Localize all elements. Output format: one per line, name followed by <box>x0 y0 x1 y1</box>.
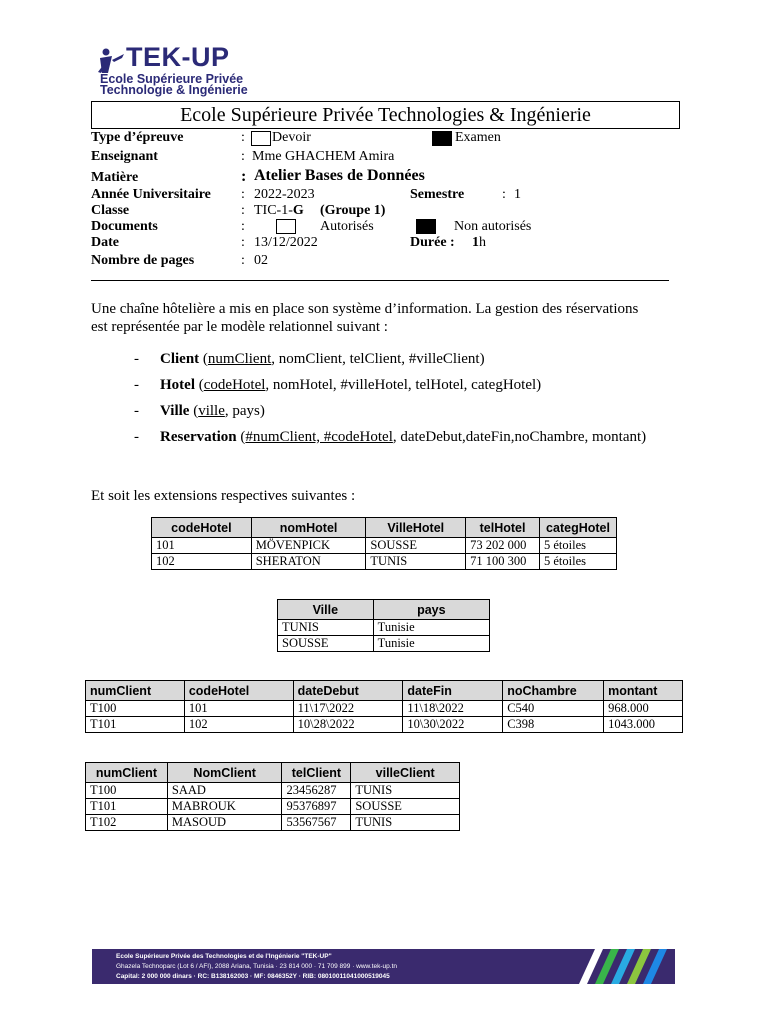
column-header: codeHotel <box>184 681 293 701</box>
class-value-a: TIC-1- <box>254 203 293 218</box>
relation-ville <box>134 402 265 420</box>
table-row <box>86 815 460 831</box>
table-cell: SOUSSE <box>351 799 460 815</box>
relation-name: Ville <box>160 403 190 419</box>
subject-value: Atelier Bases de Données <box>254 167 425 184</box>
client-table <box>85 762 460 831</box>
colon: : <box>241 149 245 164</box>
duration-unit: h <box>479 235 486 250</box>
table-cell: T100 <box>86 701 185 717</box>
examen-checkbox <box>432 131 452 146</box>
attributes: , dateDebut,dateFin,noChambre, montant) <box>392 429 647 445</box>
intro-line-1: Une chaîne hôtelière a mis en place son système d’information. La gestion des réservations <box>91 301 639 317</box>
hotel-table <box>151 517 617 570</box>
table-cell: MÖVENPICK <box>251 538 366 554</box>
column-header: montant <box>604 681 683 701</box>
table-cell: 101 <box>152 538 252 554</box>
relation-reservation <box>134 428 646 446</box>
reservation-table <box>85 680 683 733</box>
table-cell: 1043.000 <box>604 717 683 733</box>
footer-band <box>92 949 675 984</box>
table-row <box>86 717 683 733</box>
paren: ( <box>199 351 208 367</box>
table-cell: Tunisie <box>373 636 489 652</box>
paren: ( <box>189 403 199 419</box>
pages-label: Nombre de pages <box>91 253 195 268</box>
table-cell: TUNIS <box>351 783 460 799</box>
dash: - <box>134 403 139 419</box>
paren: ( <box>195 377 204 393</box>
relation-client <box>134 350 485 368</box>
table-cell: 73 202 000 <box>466 538 540 554</box>
table-cell: 102 <box>152 554 252 570</box>
table-cell: T102 <box>86 815 168 831</box>
subject-label: Matière <box>91 170 139 185</box>
table-cell: 968.000 <box>604 701 683 717</box>
docs-allowed-checkbox <box>276 219 296 234</box>
docs-allowed: Autorisés <box>320 219 374 234</box>
column-header: telClient <box>282 763 351 783</box>
table-cell: 10\28\2022 <box>293 717 403 733</box>
type-devoir: Devoir <box>272 130 311 145</box>
logo-line-1: Ecole Supérieure Privée <box>100 72 244 86</box>
extensions-intro: Et soit les extensions respectives suivantes : <box>91 488 356 504</box>
table-cell: 53567567 <box>282 815 351 831</box>
table-row <box>278 620 490 636</box>
dash: - <box>134 351 139 367</box>
primary-key: codeHotel <box>203 377 266 393</box>
table-row <box>152 538 617 554</box>
column-header: nomHotel <box>251 518 366 538</box>
logo-brand: TEK-UP <box>126 42 230 72</box>
docs-label: Documents <box>91 219 158 234</box>
column-header: Ville <box>278 600 374 620</box>
teacher-label: Enseignant <box>91 149 158 164</box>
primary-key: ville <box>198 403 225 419</box>
table-cell: 95376897 <box>282 799 351 815</box>
footer-line-3: Capital: 2 000 000 dinars · RC: B138162003 · MF: 0846352Y · RIB: 08010011041000519045 <box>116 973 390 980</box>
column-header: codeHotel <box>152 518 252 538</box>
devoir-checkbox <box>251 131 271 146</box>
class-group: (Groupe 1) <box>320 203 386 218</box>
colon: : <box>241 168 247 185</box>
dash: - <box>134 377 139 393</box>
table-cell: T101 <box>86 717 185 733</box>
column-header: numClient <box>86 681 185 701</box>
table-cell: C398 <box>503 717 604 733</box>
colon: : <box>241 219 245 234</box>
duration-number: 1 <box>472 235 479 250</box>
relation-name: Hotel <box>160 377 195 393</box>
table-cell: SHERATON <box>251 554 366 570</box>
table-cell: MABROUK <box>167 799 282 815</box>
relation-name: Reservation <box>160 429 237 445</box>
docs-not-allowed-checkbox <box>416 219 436 234</box>
relation-hotel <box>134 376 541 394</box>
column-header: VilleHotel <box>366 518 466 538</box>
tekup-logo <box>96 44 296 100</box>
table-cell: 5 étoiles <box>540 538 617 554</box>
teacher-value: Mme GHACHEM Amira <box>252 149 395 164</box>
table-row <box>86 799 460 815</box>
table-cell: TUNIS <box>278 620 374 636</box>
table-cell: 101 <box>184 701 293 717</box>
column-header: noChambre <box>503 681 604 701</box>
school-title: Ecole Supérieure Privée Technologies & Ingénierie <box>91 101 680 129</box>
table-header-row <box>278 600 490 620</box>
primary-key: #numClient, #codeHotel <box>245 429 393 445</box>
table-cell: 5 étoiles <box>540 554 617 570</box>
year-label: Année Universitaire <box>91 187 211 202</box>
attributes: , pays) <box>224 403 265 419</box>
table-cell: MASOUD <box>167 815 282 831</box>
table-cell: T100 <box>86 783 168 799</box>
table-cell: 102 <box>184 717 293 733</box>
primary-key: numClient <box>207 351 272 367</box>
column-header: villeClient <box>351 763 460 783</box>
table-row <box>152 554 617 570</box>
docs-not-allowed: Non autorisés <box>454 219 532 234</box>
type-label: Type d’épreuve <box>91 130 184 145</box>
column-header: pays <box>373 600 489 620</box>
colon: : <box>241 187 245 202</box>
footer-stripes-icon <box>565 949 675 984</box>
table-cell: 71 100 300 <box>466 554 540 570</box>
table-cell: TUNIS <box>351 815 460 831</box>
paren: ( <box>236 429 246 445</box>
table-cell: C540 <box>503 701 604 717</box>
table-cell: Tunisie <box>373 620 489 636</box>
colon: : <box>241 253 245 268</box>
dash: - <box>134 429 139 445</box>
table-row <box>278 636 490 652</box>
table-row <box>86 701 683 717</box>
colon: : <box>241 203 245 218</box>
table-cell: SOUSSE <box>366 538 466 554</box>
date-value: 13/12/2022 <box>254 235 318 250</box>
logo-line-2: Technologie & Ingénierie <box>100 83 248 97</box>
class-value <box>254 203 304 219</box>
type-examen: Examen <box>455 130 501 145</box>
column-header: NomClient <box>167 763 282 783</box>
table-cell: SOUSSE <box>278 636 374 652</box>
table-cell: 11\18\2022 <box>403 701 503 717</box>
footer-line-1: Ecole Supérieure Privée des Technologies et de l'Ingénierie "TEK-UP" <box>116 953 332 960</box>
attributes: , nomClient, telClient, #villeClient) <box>271 351 485 367</box>
table-header-row <box>152 518 617 538</box>
semester-label: Semestre <box>410 187 465 202</box>
intro-line-2: est représentée par le modèle relationnel suivant : <box>91 319 388 335</box>
table-header-row <box>86 681 683 701</box>
header-separator <box>91 280 669 281</box>
table-cell: 10\30\2022 <box>403 717 503 733</box>
colon: : <box>241 130 245 145</box>
duration-label: Durée : <box>410 235 455 250</box>
table-cell: TUNIS <box>366 554 466 570</box>
duration-value <box>472 235 486 251</box>
class-label: Classe <box>91 203 130 218</box>
table-row <box>86 783 460 799</box>
table-cell: SAAD <box>167 783 282 799</box>
column-header: numClient <box>86 763 168 783</box>
column-header: dateDebut <box>293 681 403 701</box>
pages-value: 02 <box>254 253 268 268</box>
table-cell: 11\17\2022 <box>293 701 403 717</box>
date-label: Date <box>91 235 119 250</box>
attributes: , nomHotel, #villeHotel, telHotel, categHotel) <box>265 377 542 393</box>
column-header: dateFin <box>403 681 503 701</box>
colon: : <box>241 235 245 250</box>
ville-table <box>277 599 490 652</box>
column-header: telHotel <box>466 518 540 538</box>
table-cell: T101 <box>86 799 168 815</box>
class-value-b: G <box>292 203 304 218</box>
relation-name: Client <box>160 351 200 367</box>
year-value: 2022-2023 <box>254 187 315 202</box>
semester-value: 1 <box>514 187 521 202</box>
column-header: categHotel <box>540 518 617 538</box>
footer-line-2: Ghazela Technoparc (Lot 6 / AFI), 2088 Ariana, Tunisia · 23 814 000 · 71 709 899 · www.tek-up.tn <box>116 963 397 970</box>
table-header-row <box>86 763 460 783</box>
table-cell: 23456287 <box>282 783 351 799</box>
colon: : <box>502 187 506 202</box>
logo-mark-icon <box>96 48 126 74</box>
